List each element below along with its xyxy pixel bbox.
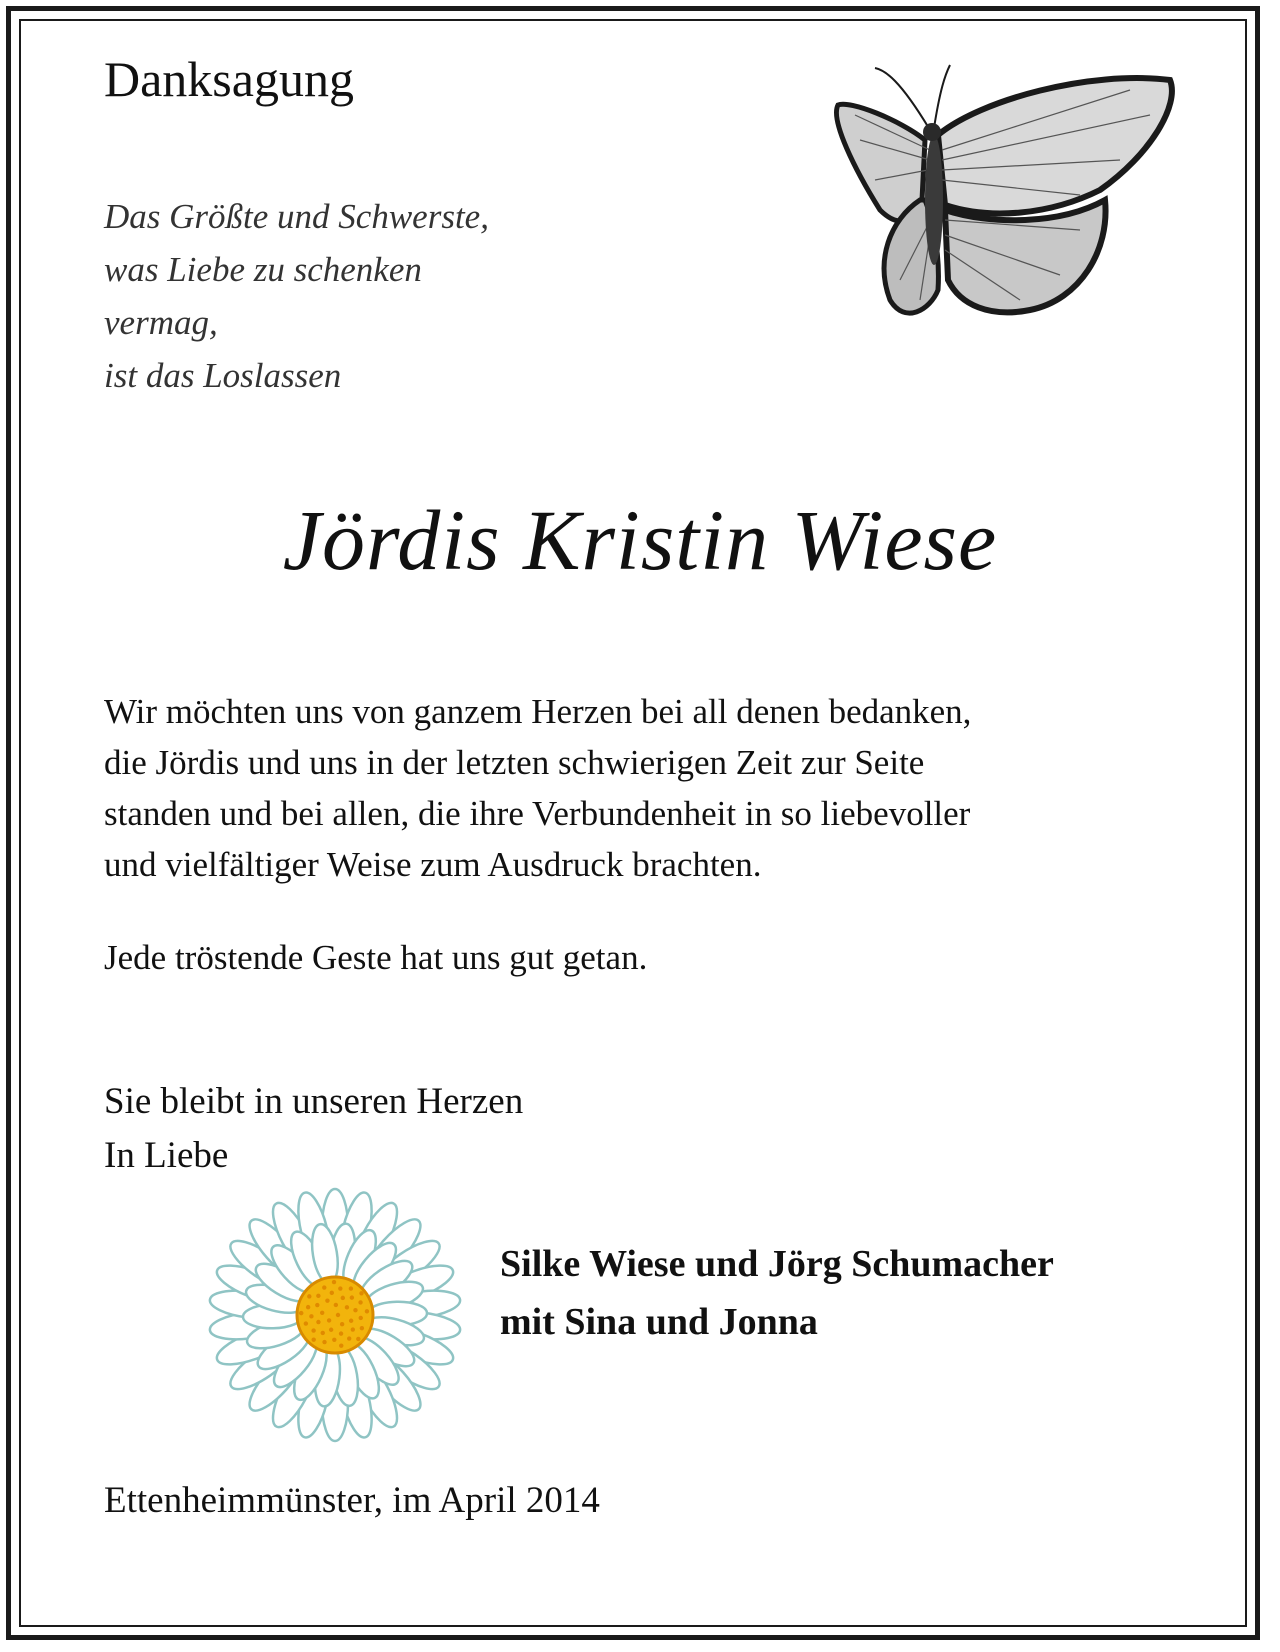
closing-lines: Sie bleibt in unseren Herzen In Liebe [104, 1081, 524, 1176]
thanks-paragraph: Wir möchten uns von ganzem Herzen bei all denen bedanken, die Jördis und uns in der letzten schwierigen Zeit zur Seite standen und bei allen, die ihre Verbundenheit in so liebevoller und vielfältiger Weise zum Ausdruck brachten. [104, 692, 972, 884]
daisy-icon [200, 1185, 470, 1445]
gesture-line: Jede tröstende Geste hat uns gut getan. [104, 938, 648, 977]
heading: Danksagung [104, 51, 354, 107]
place-date: Ettenheimmünster, im April 2014 [104, 1480, 600, 1521]
deceased-name: Jördis Kristin Wiese [282, 492, 998, 588]
butterfly-icon [830, 60, 1190, 330]
poem: Das Größte und Schwerste, was Liebe zu schenken vermag, ist das Loslassen [104, 197, 489, 395]
signers: Silke Wiese und Jörg Schumacher mit Sina und Jonna [500, 1243, 1054, 1343]
